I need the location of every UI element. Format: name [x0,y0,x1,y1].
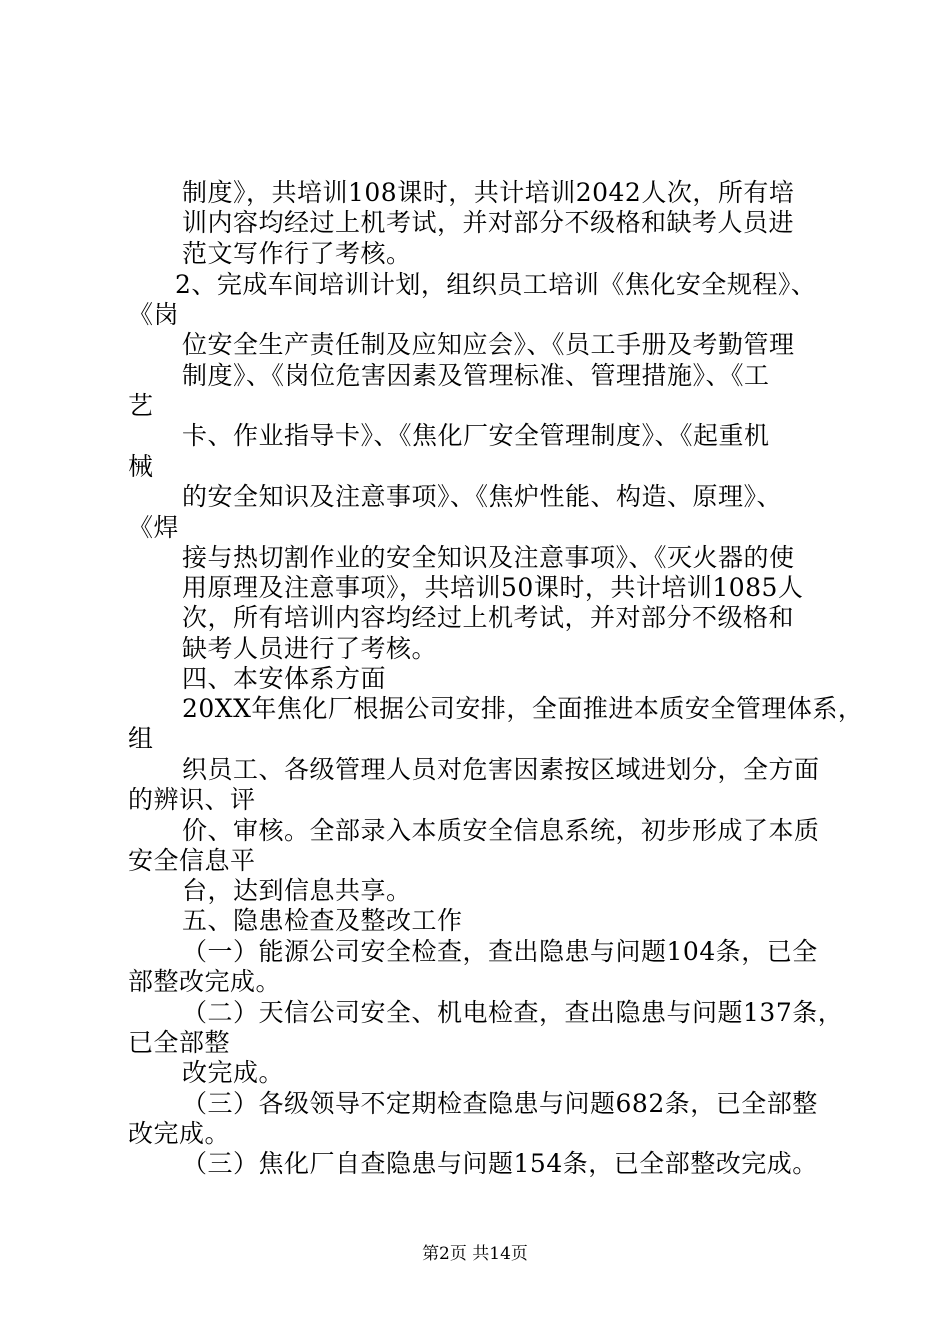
text-line: 卡、作业指导卡》、《焦化厂安全管理制度》、《起重机 [182,421,770,450]
text-line: 部整改完成。 [128,967,282,996]
text-line: 的安全知识及注意事项》、《焦炉性能、构造、原理》、 [182,482,783,511]
text-line: 20XX年焦化厂根据公司安排，全面推进本质安全管理体系， [182,694,864,723]
text-line: 缺考人员进行了考核。 [182,634,438,663]
text-line: 2、完成车间培训计划，组织员工培训《焦化安全规程》、 [175,270,817,299]
text-line: 组 [128,724,154,753]
section-heading: 四、本安体系方面 [182,664,387,693]
text-line: 械 [128,452,154,481]
text-line: 已全部整 [128,1028,231,1057]
text-line: 价、审核。全部录入本质安全信息系统，初步形成了本质 [182,816,820,845]
text-line: 安全信息平 [128,846,256,875]
text-line: 改完成。 [182,1058,285,1087]
text-line: 艺 [128,391,154,420]
text-line: 《焊 [128,513,180,542]
text-line: 范文写作行了考核。 [182,239,412,268]
text-line: 位安全生产责任制及应知应会》、《员工手册及考勤管理 [182,330,795,359]
text-line: （三）各级领导不定期检查隐患与问题682条，已全部整 [182,1089,818,1118]
text-line: 次，所有培训内容均经过上机考试，并对部分不级格和 [182,603,795,632]
section-heading: 五、隐患检查及整改工作 [182,906,463,935]
text-line: 接与热切割作业的安全知识及注意事项》、《灭火器的使 [182,543,795,572]
text-line: 改完成。 [128,1119,231,1148]
text-line: （一）能源公司安全检查，查出隐患与问题104条，已全 [182,937,818,966]
text-line: 制度》，共培训108课时，共计培训2042人次，所有培 [182,178,795,207]
text-line: 的辨识、评 [128,785,256,814]
text-line: （三）焦化厂自查隐患与问题154条，已全部整改完成。 [182,1149,818,1178]
text-line: 用原理及注意事项》，共培训50课时，共计培训1085人 [182,573,804,602]
page-number-footer: 第2页 共14页 [422,1244,528,1264]
text-line: 台，达到信息共享。 [182,876,412,905]
text-line: （二）天信公司安全、机电检查，查出隐患与问题137条， [182,998,844,1027]
text-line: 《岗 [128,300,180,329]
text-line: 制度》、《岗位危害因素及管理标准、管理措施》、《工 [182,361,770,390]
text-line: 训内容均经过上机考试，并对部分不级格和缺考人员进 [182,208,795,237]
text-line: 织员工、各级管理人员对危害因素按区域进划分，全方面 [182,755,820,784]
